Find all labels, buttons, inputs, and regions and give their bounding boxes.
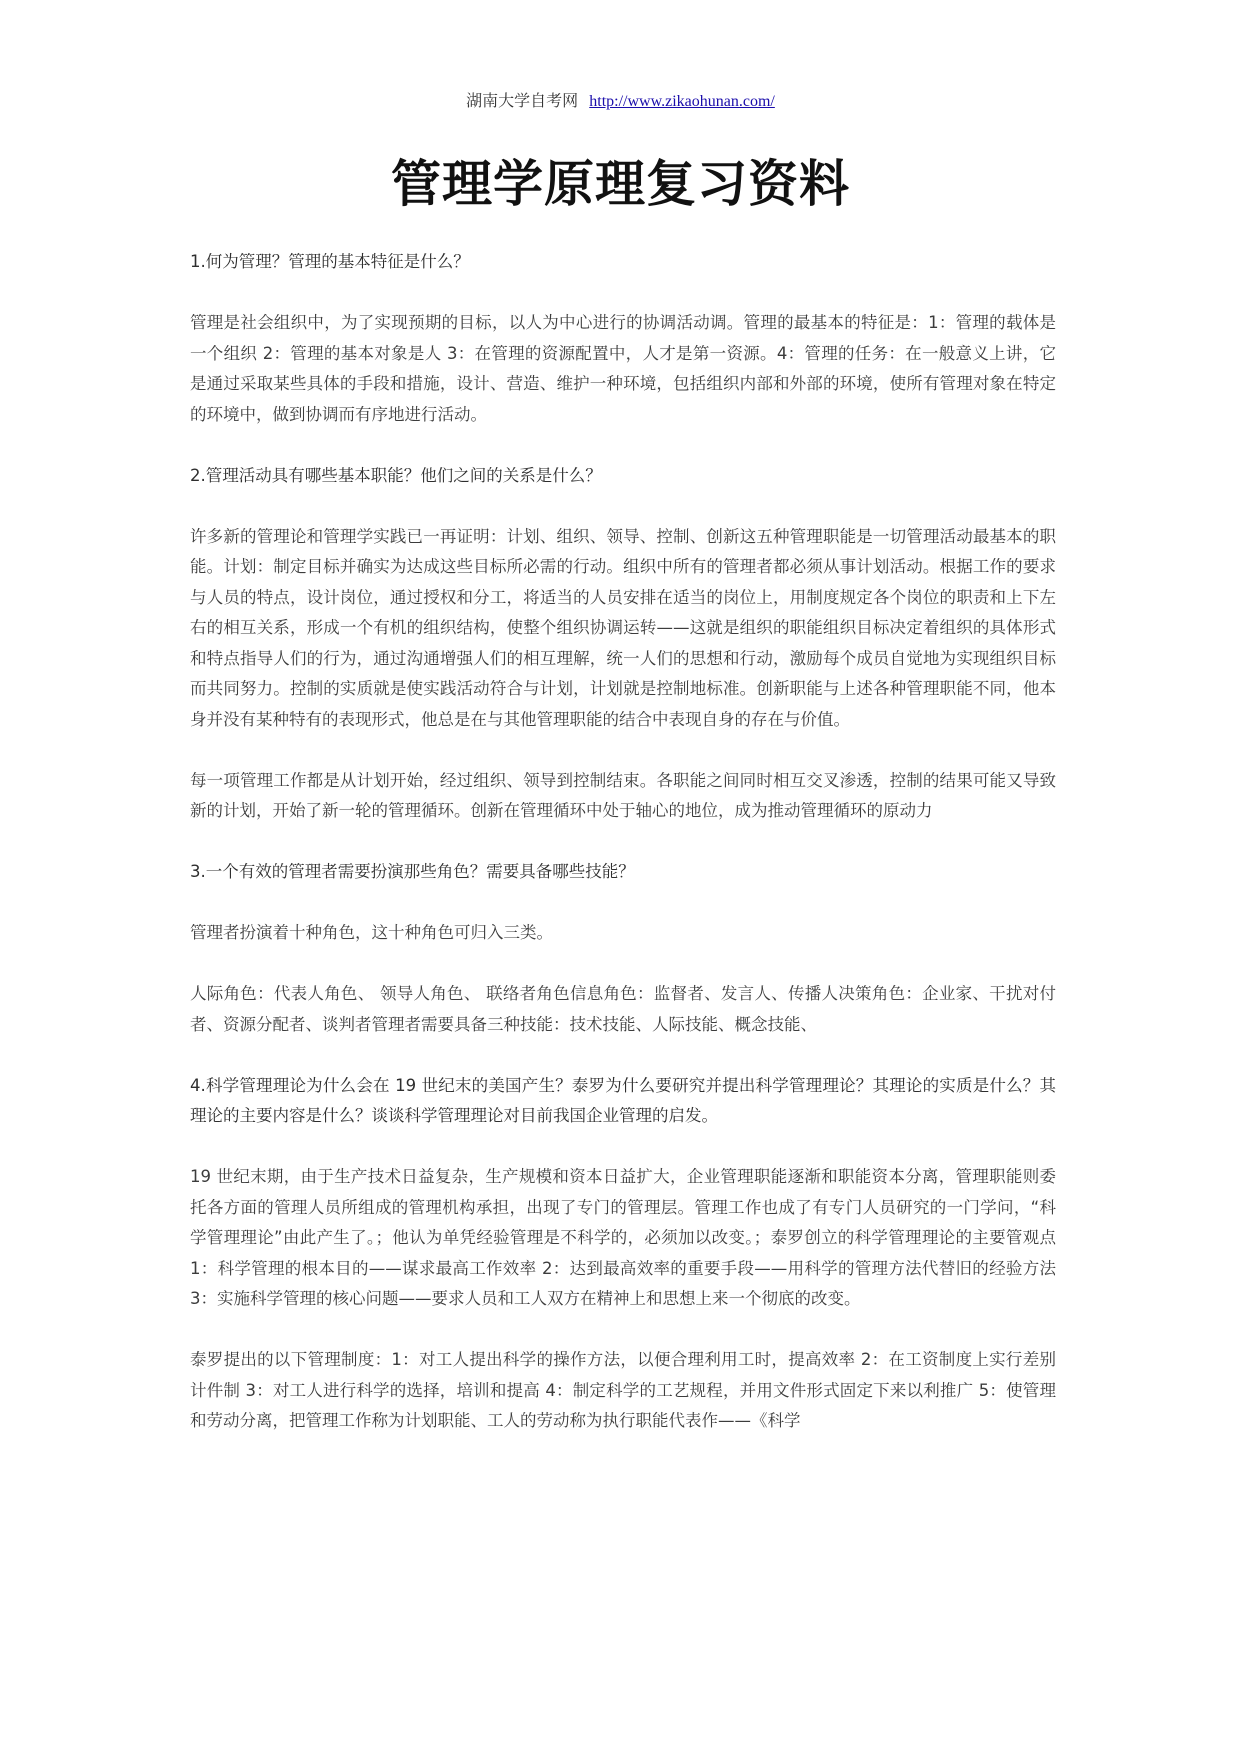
answer-2-part-2: 每一项管理工作都是从计划开始，经过组织、领导到控制结束。各职能之间同时相互交叉渗透，控制的结果可能又导致新的计划，开始了新一轮的管理循环。创新在管理循环中处于轴心的地位，成为推动管理循环的原动力 [190,770,1056,820]
question-1: 1.何为管理？管理的基本特征是什么？ [190,252,470,271]
site-url-link[interactable]: http://www.zikaohunan.com/ [589,93,775,110]
answer-1: 管理是社会组织中，为了实现预期的目标，以人为中心进行的协调活动调。管理的最基本的特征是：1：管理的载体是一个组织 2：管理的基本对象是人 3：在管理的资源配置中，人才是第一资源。4：管理的任务：在一般意义上讲，它是通过采取某些具体的手段和措施，设计、营造、维护一种环境，包括组织内部和外部的环境，使所有管理对象在特定的环境中，做到协调而有序地进行活动。 [190,313,1056,424]
answer-3-part-2: 人际角色：代表人角色、 领导人角色、 联络者角色信息角色：监督者、发言人、传播人决策角色：企业家、干扰对付者、资源分配者、谈判者管理者需要具备三种技能：技术技能、人际技能、概念技能、 [190,984,1056,1034]
document-title: 管理学原理复习资料 [391,154,850,213]
question-4: 4.科学管理理论为什么会在 19 世纪末的美国产生？泰罗为什么要研究并提出科学管理理论？其理论的实质是什么？其理论的主要内容是什么？谈谈科学管理理论对目前我国企业管理的启发。 [190,1075,1056,1125]
question-2: 2.管理活动具有哪些基本职能？他们之间的关系是什么？ [190,465,602,485]
document-body [190,247,1056,1467]
answer-3-part-1: 管理者扮演着十种角色，这十种角色可归入三类。 [190,923,553,942]
question-3: 3.一个有效的管理者需要扮演那些角色？需要具备哪些技能？ [190,862,635,881]
site-name: 湖南大学自考网 [466,91,579,110]
page-header [0,91,1241,112]
answer-4-part-1: 19 世纪末期，由于生产技术日益复杂，生产规模和资本日益扩大，企业管理职能逐渐和职能资本分离，管理职能则委托各方面的管理人员所组成的管理机构承担，出现了专门的管理层。管理工作也成了有专门人员研究的一门学问，“科学管理理论”由此产生了。；他认为单凭经验管理是不科学的，必须加以改变。；泰罗创立的科学管理理论的主要管观点 1：科学管理的根本目的——谋求最高工作效率 2：达到最高效率的重要手段——用科学的管理方法代替旧的经验方法 3：实施科学管理的核心问题——要求人员和工人双方在精神上和思想上来一个彻底的改变。 [190,1167,1056,1308]
answer-4-part-2: 泰罗提出的以下管理制度：1：对工人提出科学的操作方法，以便合理利用工时，提高效率 2：在工资制度上实行差别计件制 3：对工人进行科学的选择，培训和提高 4：制定科学的工艺规程，并用文件形式固定下来以利推广 5：使管理和劳动分离，把管理工作称为计划职能、工人的劳动称为执行职能代表作——《科学 [190,1350,1056,1430]
answer-2-part-1: 许多新的管理论和管理学实践已一再证明：计划、组织、领导、控制、创新这五种管理职能是一切管理活动最基本的职能。计划：制定目标并确实为达成这些目标所必需的行动。组织中所有的管理者都必须从事计划活动。根据工作的要求与人员的特点，设计岗位，通过授权和分工，将适当的人员安排在适当的岗位上，用制度规定各个岗位的职责和上下左右的相互关系，形成一个有机的组织结构，使整个组织协调运转——这就是组织的职能组织目标决定着组织的具体形式和特点指导人们的行为，通过沟通增强人们的相互理解，统一人们的思想和行动，激励每个成员自觉地为实现组织目标而共同努力。控制的实质就是使实践活动符合与计划，计划就是控制地标准。创新职能与上述各种管理职能不同，他本身并没有某种特有的表现形式，他总是在与其他管理职能的结合中表现自身的存在与价值。 [190,526,1056,729]
